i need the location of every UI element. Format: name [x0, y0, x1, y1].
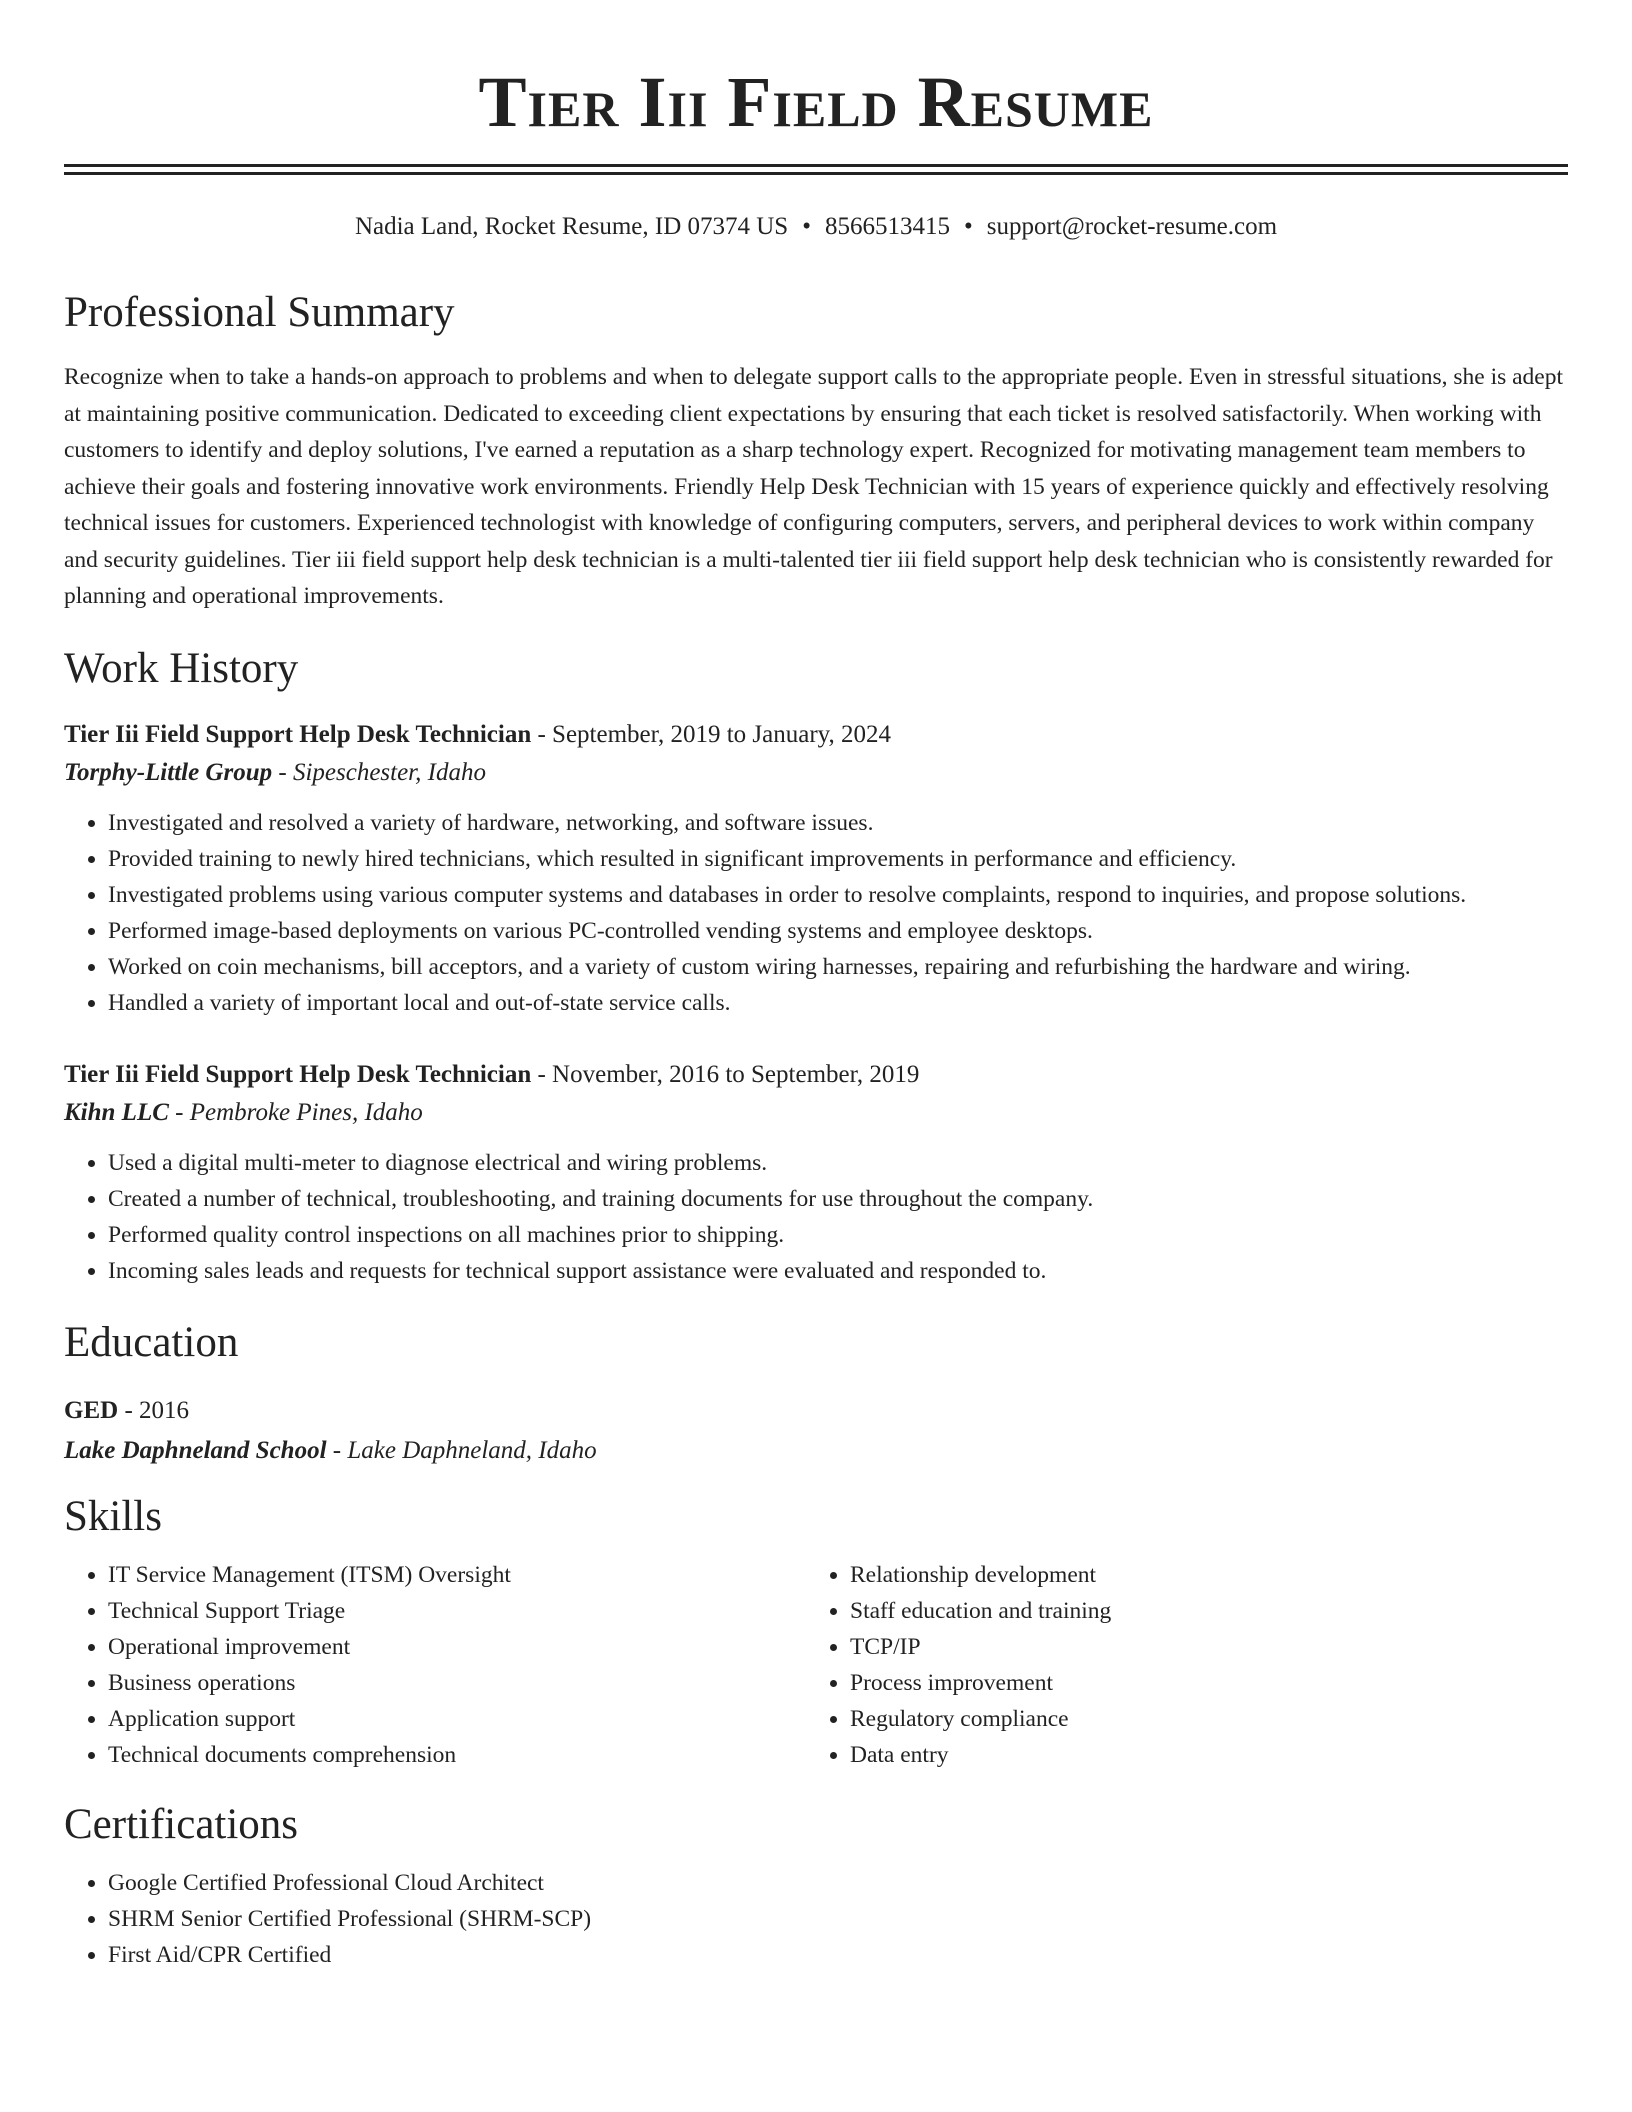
- section-heading-summary: Professional Summary: [64, 289, 455, 336]
- skill-item: • IT Service Management (ITSM) Oversight: [108, 1557, 806, 1593]
- job-bullet: • Worked on coin mechanisms, bill acceptors, and a variety of custom wiring harnesses, repairing and refurbishing the hardware and wiring.: [108, 949, 1568, 985]
- certification-item: • Google Certified Professional Cloud Architect: [108, 1865, 1568, 1901]
- job-title-line: [64, 717, 1568, 753]
- education-school-line: [64, 1433, 1568, 1469]
- job-location: - Sipeschester, Idaho: [272, 758, 486, 786]
- contact-separator: •: [963, 213, 973, 240]
- job-bullet: • Used a digital multi-meter to diagnose electrical and wiring problems.: [108, 1145, 1568, 1181]
- job-company: Kihn LLC: [64, 1098, 169, 1126]
- skill-item: • Business operations: [108, 1665, 806, 1701]
- skills-list: [806, 1557, 1548, 1773]
- job-company-line: [64, 755, 1568, 791]
- skills-list: [64, 1557, 806, 1773]
- contact-address: Nadia Land, Rocket Resume, ID 07374 US: [354, 213, 789, 240]
- skill-item: • Data entry: [850, 1737, 1548, 1773]
- summary-paragraph: Recognize when to take a hands-on approach to problems and when to delegate support calls to the appropriate people. Even in stressful situations, she is adept at maintaining positive communication. Dedicated to exceeding client expectations by ensuring that each ticket is resolved satisfactorily. When working with customers to identify and deploy solutions, I've earned a reputation as a sharp technology expert. Recognized for motivating management team members to achieve their goals and fostering innovative work environments. Friendly Help Desk Technician with 15 years of experience quickly and effectively resolving technical issues for customers. Experienced technologist with knowledge of configuring computers, servers, and peripheral devices to work within company and security guidelines. Tier iii field support help desk technician is a multi-talented tier iii field support help desk technician who is consistently rewarded for planning and operational improvements.: [64, 364, 1564, 609]
- job-entry: [64, 1057, 1568, 1289]
- contact-email: support@rocket-resume.com: [986, 213, 1278, 240]
- job-bullets: [64, 1145, 1568, 1289]
- job-bullet: • Performed image-based deployments on various PC-controlled vending systems and employee desktops.: [108, 913, 1568, 949]
- job-title-line: [64, 1057, 1568, 1093]
- job-company-line: [64, 1095, 1568, 1131]
- skill-item: • Process improvement: [850, 1665, 1548, 1701]
- job-title: Tier Iii Field Support Help Desk Technician: [64, 1060, 532, 1088]
- section-heading-skills: Skills: [64, 1492, 162, 1540]
- skills-grid: [64, 1557, 1568, 1773]
- certification-item: • SHRM Senior Certified Professional (SHRM-SCP): [108, 1901, 1568, 1937]
- section-heading-education: Education: [64, 1318, 239, 1366]
- skill-item: • Relationship development: [850, 1557, 1548, 1593]
- skill-item: • Operational improvement: [108, 1629, 806, 1665]
- job-bullet: • Handled a variety of important local and out-of-state service calls.: [108, 985, 1568, 1021]
- section-heading-work-history: Work History: [64, 644, 299, 692]
- job-location: - Pembroke Pines, Idaho: [168, 1098, 423, 1126]
- skills-column-right: [806, 1557, 1548, 1773]
- education-location: - Lake Daphneland, Idaho: [326, 1436, 597, 1464]
- contact-separator: •: [802, 213, 811, 240]
- skill-item: • Technical documents comprehension: [108, 1737, 806, 1773]
- section-heading-certifications: Certifications: [64, 1800, 299, 1848]
- skill-item: • TCP/IP: [850, 1629, 1548, 1665]
- certifications-block: [64, 1865, 1568, 1973]
- job-dates: - November, 2016 to September, 2019: [531, 1060, 920, 1088]
- contact-phone: 8566513415: [824, 213, 950, 240]
- contact-line: [64, 211, 1568, 243]
- title-double-rule: [64, 164, 1568, 175]
- job-bullet: • Incoming sales leads and requests for technical support assistance were evaluated and responded to.: [108, 1253, 1568, 1289]
- job-bullet: • Provided training to newly hired technicians, which resulted in significant improvements in performance and efficiency.: [108, 841, 1568, 877]
- education-year: - 2016: [118, 1396, 190, 1424]
- skill-item: • Regulatory compliance: [850, 1701, 1548, 1737]
- job-title: Tier Iii Field Support Help Desk Technician: [64, 720, 532, 748]
- skill-item: • Technical Support Triage: [108, 1593, 806, 1629]
- job-company: Torphy-Little Group: [64, 758, 273, 786]
- education-school: Lake Daphneland School: [64, 1436, 327, 1464]
- job-bullet: • Investigated and resolved a variety of hardware, networking, and software issues.: [108, 805, 1568, 841]
- resume-title: Tier Iii Field Resume: [478, 62, 1154, 142]
- education-degree: GED: [64, 1396, 119, 1424]
- job-bullet: • Investigated problems using various computer systems and databases in order to resolve complaints, respond to inquiries, and propose solutions.: [108, 877, 1568, 913]
- certifications-list: [64, 1865, 1568, 1973]
- skill-item: • Staff education and training: [850, 1593, 1548, 1629]
- job-bullet: • Performed quality control inspections on all machines prior to shipping.: [108, 1217, 1568, 1253]
- skill-item: • Application support: [108, 1701, 806, 1737]
- certification-item: • First Aid/CPR Certified: [108, 1937, 1568, 1973]
- skills-column-left: [64, 1557, 806, 1773]
- job-entry: [64, 717, 1568, 1021]
- education-degree-line: [64, 1393, 1568, 1429]
- job-bullet: • Created a number of technical, troubleshooting, and training documents for use throughout the company.: [108, 1181, 1568, 1217]
- job-bullets: [64, 805, 1568, 1021]
- job-dates: - September, 2019 to January, 2024: [531, 720, 892, 748]
